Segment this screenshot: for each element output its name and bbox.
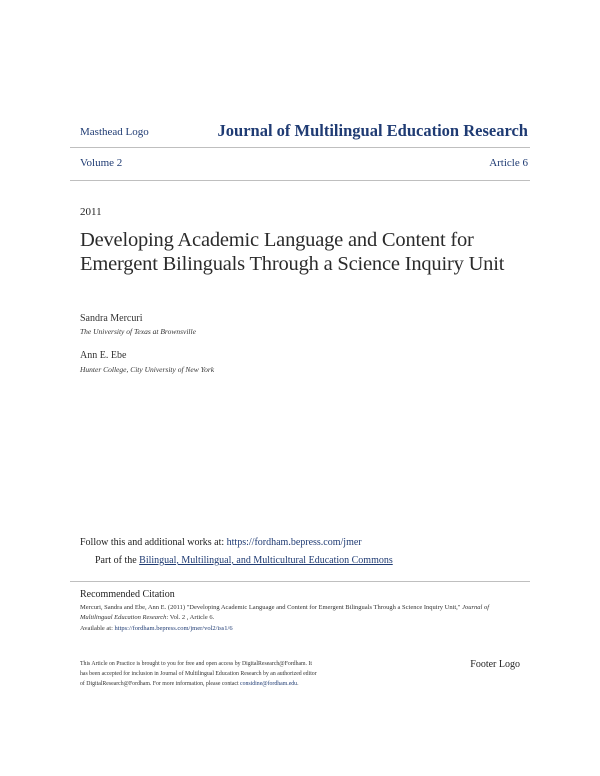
citation-text-end: : Vol. 2 , Article 6. <box>166 614 215 621</box>
author-name[interactable]: Ann E. Ebe <box>80 350 127 361</box>
footer-logo[interactable]: Footer Logo <box>470 659 520 670</box>
follow-line <box>80 537 362 548</box>
masthead-logo[interactable]: Masthead Logo <box>80 126 149 138</box>
notice-end: . <box>297 681 299 687</box>
author-name[interactable]: Sandra Mercuri <box>80 313 143 324</box>
author-affiliation: The University of Texas at Brownsville <box>80 327 196 336</box>
access-notice <box>80 659 320 689</box>
available-url-link[interactable]: https://fordham.bepress.com/jmer/vol2/iss1/6 <box>114 625 233 632</box>
contact-email-link[interactable]: considine@fordham.edu <box>240 681 298 687</box>
article-title: Developing Academic Language and Content for Emergent Bilinguals Through a Science Inquiry Unit <box>80 229 505 275</box>
available-prefix: Available at: <box>80 625 115 632</box>
header-divider <box>70 147 530 148</box>
part-of-line <box>95 555 393 566</box>
volume-link[interactable]: Volume 2 <box>80 157 123 169</box>
notice-text: This Article on Practice is brought to you for free and open access by DigitalResearch@Fordham. It has been accepted for inclusion in Journal of Multilingual Education Research by an authorized editor of DigitalResearch@Fordham. For more information, please contact <box>80 661 317 687</box>
citation-text-start: Mercuri, Sandra and Ebe, Ann E. (2011) "Developing Academic Language and Content for Emergent Bilinguals Through a Science Inquiry Unit," <box>80 604 463 611</box>
commons-link[interactable]: Bilingual, Multilingual, and Multicultural Education Commons <box>139 555 393 566</box>
citation-divider <box>70 581 530 582</box>
volume-divider <box>70 180 530 181</box>
article-link[interactable]: Article 6 <box>489 157 528 169</box>
citation-text <box>80 603 520 623</box>
citation-heading: Recommended Citation <box>80 589 175 600</box>
author-affiliation: Hunter College, City University of New York <box>80 365 215 374</box>
follow-prefix: Follow this and additional works at: <box>80 537 227 548</box>
publication-year: 2011 <box>80 206 102 218</box>
follow-url-link[interactable]: https://fordham.bepress.com/jmer <box>226 537 362 548</box>
journal-title[interactable]: Journal of Multilingual Education Research <box>217 121 528 140</box>
citation-available <box>80 625 233 632</box>
citation-journal: Journal of Multilingual Education Research <box>80 604 489 621</box>
partof-prefix: Part of the <box>95 555 140 566</box>
